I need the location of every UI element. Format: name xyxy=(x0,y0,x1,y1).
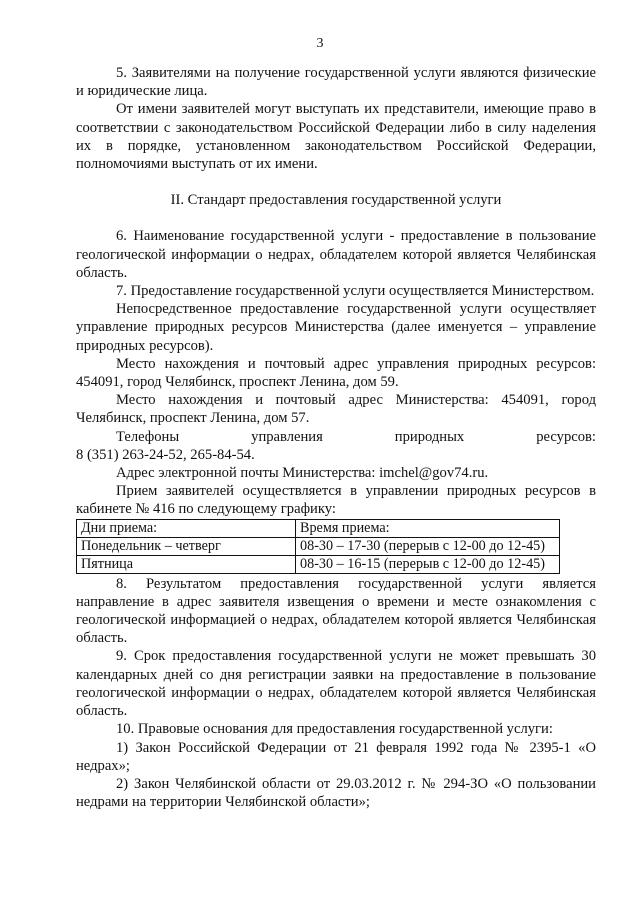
document-body xyxy=(76,64,596,811)
paragraph-7-direct-provision: Непосредственное предоставление государственной услуги осуществляет управление природных ресурсов Министерства (далее именуется – управление природных ресурсов). xyxy=(76,301,596,354)
phones-word-2: управления xyxy=(251,428,323,445)
table-row xyxy=(77,555,560,573)
table-cell-days: Пятница xyxy=(77,555,296,573)
paragraph-9: 9. Срок предоставления государственной услуги не может превышать 30 календарных дней со дня регистрации заявки на предоставление в пользование геологической информации о недрах, обладателем которой является Челябинская область. xyxy=(76,648,596,720)
phones-word-4: ресурсов: xyxy=(536,428,596,445)
reception-intro: Прием заявителей осуществляется в управлении природных ресурсов в кабинете № 416 по следующему графику: xyxy=(76,483,596,518)
section-heading: II. Стандарт предоставления государственной услуги xyxy=(170,192,502,209)
paragraph-7-ministry-address: Место нахождения и почтовый адрес Министерства: 454091, город Челябинск, проспект Ленина, дом 57. xyxy=(76,392,596,427)
table-header-row xyxy=(77,519,560,537)
phone-numbers: 8 (351) 263-24-52, 265-84-54. xyxy=(76,446,255,463)
table-cell-time: 08-30 – 16-15 (перерыв с 12-00 до 12-45) xyxy=(296,555,560,573)
paragraph-6: 6. Наименование государственной услуги - предоставление в пользование геологической информации о недрах, обладателем которой является Челябинская область. xyxy=(76,228,596,281)
paragraph-5: 5. Заявителями на получение государственной услуги являются физические и юридические лица. xyxy=(76,65,596,100)
email-line: Адрес электронной почты Министерства: imchel@gov74.ru. xyxy=(116,465,489,482)
paragraph-10-item-1: 1) Закон Российской Федерации от 21 февраля 1992 года № 2395-1 «О недрах»; xyxy=(76,739,596,774)
table-cell-days: Понедельник – четверг xyxy=(77,537,296,555)
reception-schedule-table xyxy=(76,519,560,574)
table-header-time: Время приема: xyxy=(296,519,560,537)
paragraph-5-representatives: От имени заявителей могут выступать их представители, имеющие право в соответствии с законодательством Российской Федерации либо в силу наделения их в порядке, установленном законодательством Российской Федерации, полномочиями выступать от их имени. xyxy=(76,101,596,173)
paragraph-10-item-2: 2) Закон Челябинской области от 29.03.2012 г. № 294-ЗО «О пользовании недрами на территории Челябинской области»; xyxy=(76,775,596,811)
paragraph-7: 7. Предоставление государственной услуги осуществляется Министерством. xyxy=(116,283,595,300)
phones-word-3: природных xyxy=(394,428,465,445)
paragraph-10: 10. Правовые основания для предоставления государственной услуги: xyxy=(116,721,553,738)
phones-label-line xyxy=(76,428,596,446)
table-row xyxy=(77,537,560,555)
phones-word-1: Телефоны xyxy=(116,428,180,445)
table-cell-time: 08-30 – 17-30 (перерыв с 12-00 до 12-45) xyxy=(296,537,560,555)
page-number: 3 xyxy=(316,36,324,51)
table-header-days: Дни приема: xyxy=(77,519,296,537)
paragraph-8: 8. Результатом предоставления государственной услуги является направление в адрес заявителя извещения о времени и месте ознакомления с геологической информацией о недрах, обладателем которой является Челябинская область. xyxy=(76,575,596,647)
paragraph-7-department-address: Место нахождения и почтовый адрес управления природных ресурсов: 454091, город Челябинск, проспект Ленина, дом 59. xyxy=(76,355,596,391)
